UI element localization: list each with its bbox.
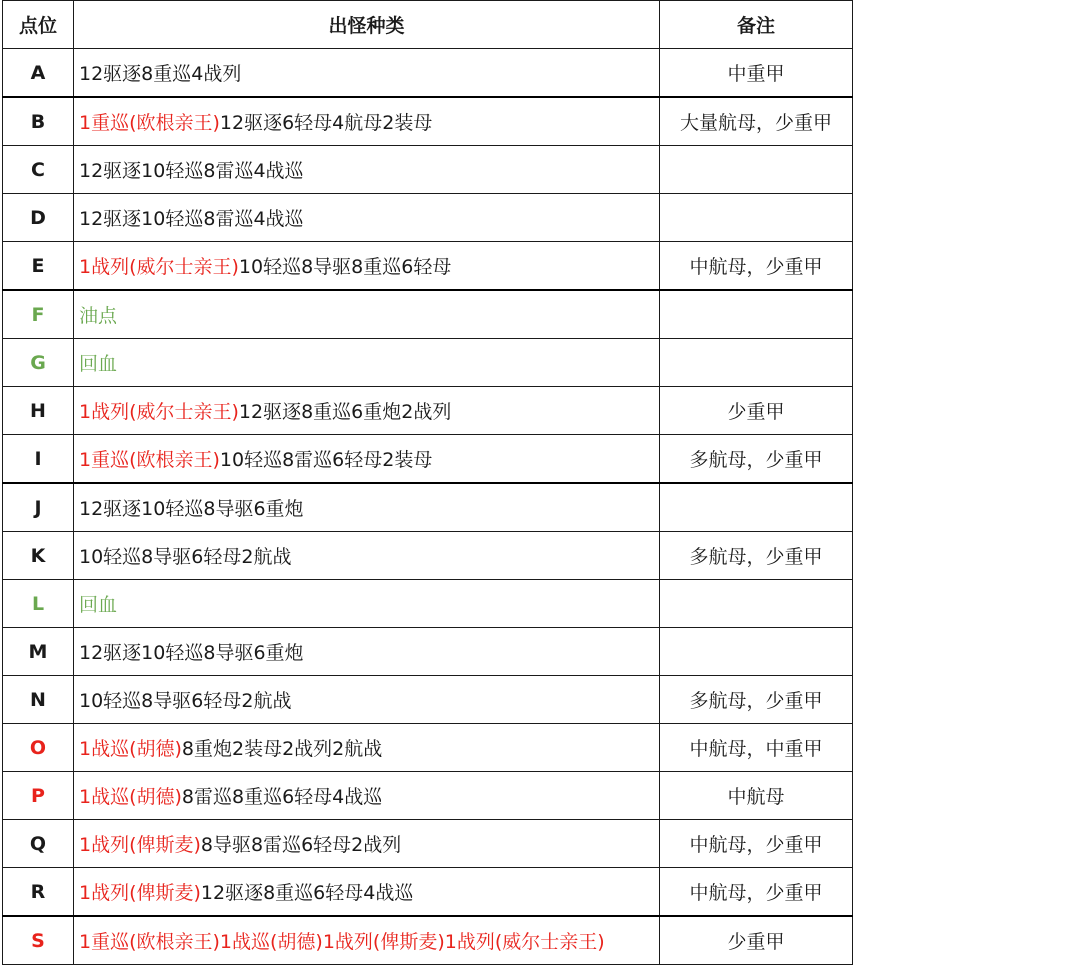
spawn-segment: 回血 [79,353,118,375]
spawn-segment: 1战巡(胡德) [79,738,182,760]
table-row [3,97,853,146]
table-row [3,724,853,772]
spawn-segment: 10轻巡8雷巡6轻母2装母 [219,449,433,471]
spawn-types-cell [74,97,660,146]
spawn-segment: 12驱逐8重巡6轻母4战巡 [200,882,414,904]
note-cell [660,628,853,676]
spawn-segment: 1重巡(欧根亲王) [79,112,220,134]
point-cell: J [3,483,74,532]
note-cell: 中航母，少重甲 [660,868,853,917]
note-cell [660,580,853,628]
spawn-segment: 1战列(威尔士亲王) [79,401,239,423]
point-cell: P [3,772,74,820]
spawn-types-cell [74,532,660,580]
note-cell: 中航母，中重甲 [660,724,853,772]
table-row [3,868,853,917]
table-body [3,49,853,965]
spawn-types-cell [74,724,660,772]
point-cell: A [3,49,74,98]
spawn-table [2,0,853,965]
spawn-types-cell [74,146,660,194]
spawn-types-cell [74,868,660,917]
spawn-segment: 1战列(威尔士亲王) [79,256,239,278]
spawn-segment: 1战列(俾斯麦) [79,834,201,856]
table-row [3,676,853,724]
note-cell [660,339,853,387]
spawn-segment: 12驱逐10轻巡8雷巡4战巡 [79,160,304,182]
point-cell: N [3,676,74,724]
spawn-types-cell [74,580,660,628]
point-cell: C [3,146,74,194]
point-cell: K [3,532,74,580]
spawn-types-cell [74,435,660,484]
note-cell [660,290,853,339]
note-cell: 多航母，少重甲 [660,435,853,484]
spawn-segment: 1战巡(胡德) [79,786,182,808]
spawn-segment: 8雷巡8重巡6轻母4战巡 [181,786,383,808]
point-cell: E [3,242,74,291]
note-cell: 多航母，少重甲 [660,676,853,724]
point-cell: F [3,290,74,339]
spawn-segment: 1重巡(欧根亲王) [79,449,220,471]
note-cell: 少重甲 [660,387,853,435]
header-note: 备注 [660,1,853,49]
table-row [3,387,853,435]
point-cell: O [3,724,74,772]
spawn-types-cell [74,483,660,532]
point-cell: B [3,97,74,146]
table-row [3,49,853,98]
spawn-segment: 12驱逐10轻巡8导驱6重炮 [79,498,304,520]
table-row [3,628,853,676]
header-point: 点位 [3,1,74,49]
note-cell: 中重甲 [660,49,853,98]
spawn-segment: 12驱逐6轻母4航母2装母 [219,112,433,134]
note-cell: 大量航母，少重甲 [660,97,853,146]
note-cell [660,146,853,194]
note-cell [660,483,853,532]
header-types: 出怪种类 [74,1,660,49]
header-row [3,1,853,49]
note-cell: 中航母，少重甲 [660,820,853,868]
spawn-segment: 10轻巡8导驱8重巡6轻母 [238,256,452,278]
table-row [3,435,853,484]
spawn-types-cell [74,49,660,98]
spawn-types-cell [74,916,660,965]
point-cell: H [3,387,74,435]
table-row [3,772,853,820]
point-cell: G [3,339,74,387]
spawn-types-cell [74,387,660,435]
spawn-segment: 8重炮2装母2战列2航战 [181,738,383,760]
spawn-types-cell [74,772,660,820]
spawn-segment: 油点 [79,305,118,327]
spawn-types-cell [74,628,660,676]
table-row [3,339,853,387]
spawn-segment: 12驱逐10轻巡8雷巡4战巡 [79,208,304,230]
table-row [3,290,853,339]
note-cell: 中航母 [660,772,853,820]
table-row [3,242,853,291]
note-cell: 多航母，少重甲 [660,532,853,580]
table-row [3,916,853,965]
spawn-types-cell [74,676,660,724]
table-row [3,194,853,242]
spawn-segment: 1战列(俾斯麦) [79,882,201,904]
point-cell: L [3,580,74,628]
spawn-types-cell [74,194,660,242]
spawn-segment: 12驱逐8重巡4战列 [79,63,242,85]
point-cell: R [3,868,74,917]
table-row [3,532,853,580]
point-cell: D [3,194,74,242]
spawn-segment: 1重巡(欧根亲王)1战巡(胡德)1战列(俾斯麦)1战列(威尔士亲王) [79,931,605,953]
spawn-types-cell [74,242,660,291]
spawn-types-cell [74,820,660,868]
table-row [3,483,853,532]
point-cell: S [3,916,74,965]
note-cell: 中航母，少重甲 [660,242,853,291]
spawn-types-cell [74,290,660,339]
spawn-types-cell [74,339,660,387]
spawn-segment: 回血 [79,594,118,616]
spawn-segment: 12驱逐8重巡6重炮2战列 [238,401,452,423]
note-cell [660,194,853,242]
spawn-segment: 12驱逐10轻巡8导驱6重炮 [79,642,304,664]
point-cell: I [3,435,74,484]
table-row [3,580,853,628]
spawn-segment: 10轻巡8导驱6轻母2航战 [79,546,292,568]
spawn-segment: 10轻巡8导驱6轻母2航战 [79,690,292,712]
spawn-segment: 8导驱8雷巡6轻母2战列 [200,834,402,856]
note-cell: 少重甲 [660,916,853,965]
point-cell: Q [3,820,74,868]
point-cell: M [3,628,74,676]
table-row [3,820,853,868]
table-row [3,146,853,194]
